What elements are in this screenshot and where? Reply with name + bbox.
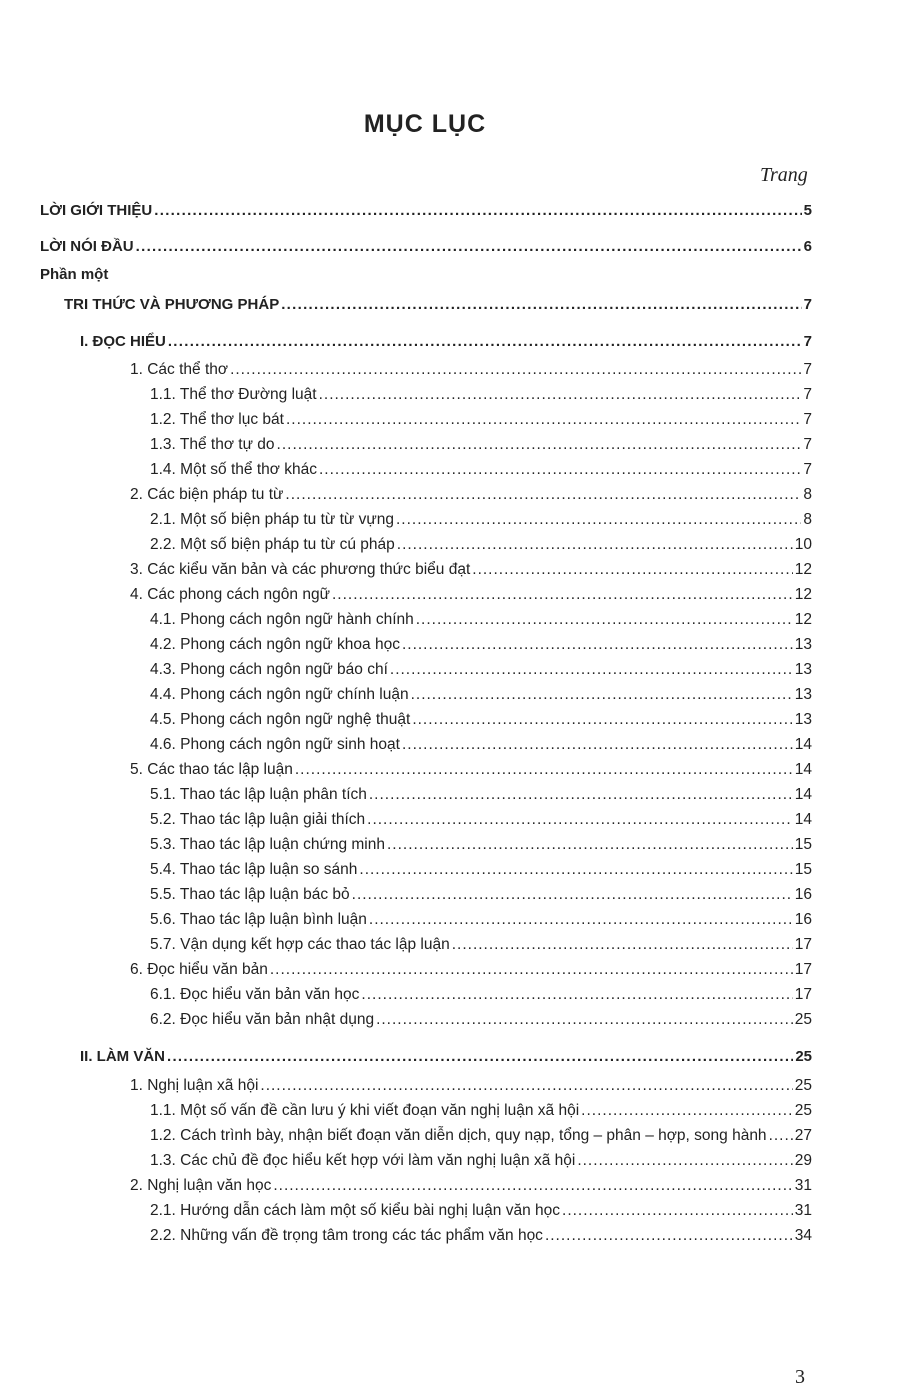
- toc-entry-label: 1.3. Các chủ đề đọc hiểu kết hợp với làm văn nghị luận xã hội: [150, 1152, 576, 1169]
- toc-entry-label: 4.4. Phong cách ngôn ngữ chính luận: [150, 686, 409, 703]
- toc-entry: [150, 636, 812, 654]
- toc-entry-page: 7: [803, 436, 812, 453]
- dot-leader: [545, 1227, 793, 1245]
- toc-entry-page: 12: [794, 611, 812, 628]
- toc-entry: [150, 811, 812, 829]
- dot-leader: [168, 333, 802, 350]
- toc-entry-label: 2.2. Những vấn đề trọng tâm trong các tác phẩm văn học: [150, 1227, 543, 1244]
- toc-entry: [80, 333, 812, 350]
- toc-entry-label: I. ĐỌC HIỂU: [80, 333, 166, 350]
- toc-entry-label: 5.6. Thao tác lập luận bình luận: [150, 911, 367, 928]
- dot-leader: [411, 686, 793, 704]
- dot-leader: [319, 386, 802, 404]
- toc-entry: [150, 536, 812, 554]
- dot-leader: [277, 436, 802, 454]
- toc-entry: [130, 586, 812, 604]
- toc-entry-label: 1.2. Thể thơ lục bát: [150, 411, 284, 428]
- toc-entry-label: 2.1. Hướng dẫn cách làm một số kiểu bài nghị luận văn học: [150, 1202, 561, 1219]
- page-number: 3: [795, 1366, 805, 1388]
- dot-leader: [452, 936, 793, 954]
- dot-leader: [270, 961, 793, 979]
- toc-entry: [150, 786, 812, 804]
- toc-entry-label: 6.2. Đọc hiểu văn bản nhật dụng: [150, 1011, 375, 1028]
- toc-entry-label: 3. Các kiểu văn bản và các phương thức biểu đạt: [130, 561, 471, 578]
- toc-entry-page: 27: [794, 1127, 812, 1144]
- toc-entry: [150, 861, 812, 879]
- dot-leader: [416, 611, 793, 629]
- dot-leader: [402, 736, 793, 754]
- toc-entry: [150, 1202, 812, 1220]
- dot-leader: [581, 1102, 793, 1120]
- dot-leader: [260, 1077, 792, 1095]
- dot-leader: [562, 1202, 793, 1220]
- toc-entry-label: LỜI NÓI ĐẦU: [40, 238, 134, 255]
- toc-entry-page: 13: [794, 711, 812, 728]
- toc-entry-label: 1.4. Một số thể thơ khác: [150, 461, 317, 478]
- toc-entry-page: 7: [803, 361, 812, 378]
- dot-leader: [397, 536, 793, 554]
- toc-entry: [130, 561, 812, 579]
- toc-entry-page: 7: [803, 386, 812, 403]
- toc-entry: [150, 936, 812, 954]
- toc-entry-label: 5.7. Vận dụng kết hợp các thao tác lập luận: [150, 936, 450, 953]
- toc-entry-label: 1.3. Thể thơ tự do: [150, 436, 275, 453]
- toc-entry-label: II. LÀM VĂN: [80, 1048, 165, 1065]
- toc-entry-page: 16: [794, 911, 812, 928]
- toc-entry-label: 4.3. Phong cách ngôn ngữ báo chí: [150, 661, 388, 678]
- toc-entry-label: 5.3. Thao tác lập luận chứng minh: [150, 836, 385, 853]
- dot-leader: [472, 561, 792, 579]
- dot-leader: [286, 411, 801, 429]
- toc-entry-page: 12: [794, 586, 812, 603]
- toc-entry-page: 17: [794, 936, 812, 953]
- toc-entry-label: 1.2. Cách trình bày, nhận biết đoạn văn diễn dịch, quy nạp, tổng – phân – hợp, song hành: [150, 1127, 767, 1144]
- toc-entry-label: 6. Đọc hiểu văn bản: [130, 961, 268, 978]
- toc-entry-page: 8: [803, 511, 812, 528]
- toc-entry: [130, 961, 812, 979]
- toc-entry: [150, 611, 812, 629]
- dot-leader: [154, 202, 801, 219]
- toc-entry-label: 5.4. Thao tác lập luận so sánh: [150, 861, 358, 878]
- toc-entry: [64, 296, 812, 313]
- page-column-label: Trang: [760, 164, 808, 186]
- toc-entry: [150, 986, 812, 1004]
- toc-entry: [150, 411, 812, 429]
- toc-entry-page: 12: [794, 561, 812, 578]
- toc-entry: [150, 436, 812, 454]
- toc-entry: [80, 1048, 812, 1065]
- dot-leader: [412, 711, 792, 729]
- toc-entry-label: 2.1. Một số biện pháp tu từ từ vựng: [150, 511, 394, 528]
- toc-entry-page: 16: [794, 886, 812, 903]
- dot-leader: [369, 911, 793, 929]
- toc-entry-page: 13: [794, 686, 812, 703]
- toc-entry-page: 14: [794, 761, 812, 778]
- dot-leader: [769, 1127, 793, 1145]
- dot-leader: [387, 836, 793, 854]
- dot-leader: [285, 486, 801, 504]
- toc-entry-page: 17: [794, 986, 812, 1003]
- toc-entry-label: 5.5. Thao tác lập luận bác bỏ: [150, 886, 350, 903]
- dot-leader: [319, 461, 801, 479]
- toc-entry: [150, 1011, 812, 1029]
- toc-entry-page: 8: [803, 486, 812, 503]
- toc-entry: [150, 1127, 812, 1145]
- toc-entry-page: 34: [794, 1227, 812, 1244]
- dot-leader: [376, 1011, 793, 1029]
- toc-entry-label: 1.1. Một số vấn đề cần lưu ý khi viết đoạn văn nghị luận xã hội: [150, 1102, 580, 1119]
- dot-leader: [390, 661, 793, 679]
- toc-entry-page: 7: [803, 411, 812, 428]
- dot-leader: [396, 511, 801, 529]
- toc-entry-page: 15: [794, 836, 812, 853]
- page-title: MỤC LỤC: [363, 110, 487, 138]
- toc-entry-page: 7: [803, 461, 812, 478]
- dot-leader: [230, 361, 801, 379]
- dot-leader: [367, 811, 793, 829]
- toc-entry: [130, 361, 812, 379]
- toc-entry-label: 2.2. Một số biện pháp tu từ cú pháp: [150, 536, 395, 553]
- toc-entry: [130, 486, 812, 504]
- toc-entry: [150, 886, 812, 904]
- toc-entry-page: 31: [794, 1177, 812, 1194]
- toc-entry-page: 29: [794, 1152, 812, 1169]
- toc-entry: [150, 736, 812, 754]
- toc-entry-page: 14: [794, 736, 812, 753]
- dot-leader: [402, 636, 793, 654]
- toc-entry-label: 5.2. Thao tác lập luận giải thích: [150, 811, 366, 828]
- toc-entry: [150, 1152, 812, 1170]
- dot-leader: [369, 786, 793, 804]
- toc-entry: [150, 686, 812, 704]
- toc-entry: [150, 711, 812, 729]
- dot-leader: [136, 238, 802, 255]
- toc-entry: [150, 661, 812, 679]
- toc-entry-page: 13: [794, 661, 812, 678]
- toc-entry-page: 17: [794, 961, 812, 978]
- toc-entry-page: 25: [794, 1011, 812, 1028]
- toc-entry: [150, 1227, 812, 1245]
- toc-entry-label: TRI THỨC VÀ PHƯƠNG PHÁP: [64, 296, 280, 313]
- toc-entry-page: 13: [794, 636, 812, 653]
- toc-entry-page: 5: [803, 202, 812, 219]
- toc-entry-label: 4. Các phong cách ngôn ngữ: [130, 586, 330, 603]
- dot-leader: [281, 296, 801, 313]
- toc-entry: [150, 911, 812, 929]
- dot-leader: [273, 1177, 792, 1195]
- toc-entry-label: 1. Các thể thơ: [130, 361, 229, 378]
- toc-entry: [40, 202, 812, 219]
- toc-entry-label: 1.1. Thể thơ Đường luật: [150, 386, 317, 403]
- toc-entry-page: 6: [803, 238, 812, 255]
- toc-entry-page: 25: [794, 1077, 812, 1094]
- toc-entry: [130, 1177, 812, 1195]
- toc-entry-page: 7: [803, 333, 812, 350]
- toc-entry: [40, 238, 812, 255]
- dot-leader: [352, 886, 793, 904]
- toc-entry: [150, 511, 812, 529]
- toc-entry-page: 7: [803, 296, 812, 313]
- toc-entry-label: 2. Các biện pháp tu từ: [130, 486, 284, 503]
- toc-entry-label: LỜI GIỚI THIỆU: [40, 202, 153, 219]
- toc-entry: [150, 386, 812, 404]
- toc-entry-page: 25: [794, 1102, 812, 1119]
- toc-entry-page: 25: [795, 1048, 812, 1065]
- toc-entry-label: 4.6. Phong cách ngôn ngữ sinh hoạt: [150, 736, 400, 753]
- toc-entry-page: 15: [794, 861, 812, 878]
- dot-leader: [361, 986, 792, 1004]
- toc-entry-label: 5. Các thao tác lập luận: [130, 761, 293, 778]
- toc-entry: [130, 761, 812, 779]
- toc-entry-label: 4.5. Phong cách ngôn ngữ nghệ thuật: [150, 711, 411, 728]
- toc-entry-page: 31: [794, 1202, 812, 1219]
- toc-entry-page: 14: [794, 811, 812, 828]
- toc-entry-label: 5.1. Thao tác lập luận phân tích: [150, 786, 367, 803]
- toc-entry-label: 2. Nghị luận văn học: [130, 1177, 272, 1194]
- toc-entry: [150, 1102, 812, 1120]
- dot-leader: [359, 861, 792, 879]
- dot-leader: [295, 761, 793, 779]
- toc-entry-page: 10: [794, 536, 812, 553]
- toc-entry: [150, 836, 812, 854]
- toc-entry: [150, 461, 812, 479]
- toc-entry-label: 1. Nghị luận xã hội: [130, 1077, 259, 1094]
- toc-entry-label: 4.2. Phong cách ngôn ngữ khoa học: [150, 636, 400, 653]
- toc-entry-label: 4.1. Phong cách ngôn ngữ hành chính: [150, 611, 414, 628]
- toc-entry: [130, 1077, 812, 1095]
- dot-leader: [577, 1152, 792, 1170]
- dot-leader: [332, 586, 793, 604]
- toc-entry-page: 14: [794, 786, 812, 803]
- toc-entry-label: 6.1. Đọc hiểu văn bản văn học: [150, 986, 360, 1003]
- part-label: Phần một: [40, 266, 109, 283]
- dot-leader: [167, 1048, 793, 1065]
